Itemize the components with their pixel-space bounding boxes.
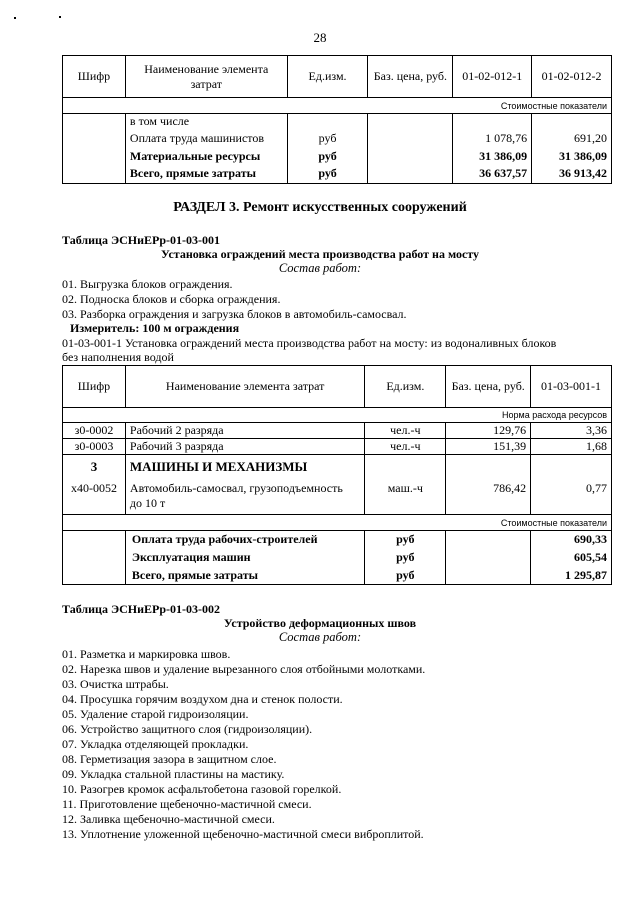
row-price: 129,76 [446, 423, 531, 439]
table-row [63, 455, 612, 515]
group-number: 3 [90, 459, 98, 474]
table-row [63, 165, 612, 183]
cost-indicators-label: Стоимостные показатели [63, 515, 612, 531]
table-row [63, 147, 612, 165]
row-price: 151,39 [446, 439, 531, 455]
work-item: 07. Укладка отделяющей прокладки. [62, 737, 249, 751]
row-value: 3,36 [531, 423, 612, 439]
row-value: 605,54 [531, 549, 612, 567]
row-name: Рабочий 2 разряда [125, 423, 365, 439]
table-row [63, 423, 612, 439]
work-item: 03. Разборка ограждения и загрузка блоков в автомобиль-самосвал. [62, 307, 407, 321]
table-row [63, 439, 612, 455]
header-price: Баз. цена, руб. [368, 56, 453, 98]
description-line: 01-03-001-1 Установка ограждений места производства работ на мосту: из водоналивных блоков [62, 336, 557, 350]
scan-mark [59, 16, 61, 18]
row-value: 1,68 [531, 439, 612, 455]
header-name: Наименование элемента затрат [125, 366, 365, 408]
table-id: Таблица ЭСНиЕРр-01-03-001 [62, 233, 221, 247]
work-item: 08. Герметизация зазора в защитном слое. [62, 752, 277, 766]
work-item: 09. Укладка стальной пластины на мастику. [62, 767, 285, 781]
works-subtitle: Состав работ: [278, 261, 362, 275]
row-name: Оплата труда машинистов [125, 129, 287, 147]
table-row [63, 531, 612, 549]
row-unit: руб [365, 549, 446, 567]
row-unit: чел.-ч [365, 439, 446, 455]
row-name: Материальные ресурсы [125, 147, 287, 165]
table-header-row [63, 56, 612, 98]
row-value: 0,77 [531, 455, 612, 515]
row-name: Автомобиль-самосвал, грузоподъемность [129, 481, 343, 495]
work-item: 06. Устройство защитного слоя (гидроизоляции). [62, 722, 313, 736]
row-unit: чел.-ч [365, 423, 446, 439]
row-value: 36 913,42 [532, 165, 612, 183]
work-item: 05. Удаление старой гидроизоляции. [62, 707, 249, 721]
work-item: 10. Разогрев кромок асфальтобетона газовой горелкой. [62, 782, 342, 796]
work-item: 01. Разметка и маркировка швов. [62, 647, 231, 661]
work-item: 02. Подноска блоков и сборка ограждения. [62, 292, 281, 306]
row-unit: маш.-ч [365, 455, 446, 515]
row-unit: руб [365, 531, 446, 549]
table-header-row [63, 366, 612, 408]
description-line: без наполнения водой [62, 350, 174, 364]
header-name: Наименование элемента затрат [125, 56, 287, 98]
table-row [63, 129, 612, 147]
row-code: з0-0002 [63, 423, 126, 439]
row-value: 690,33 [531, 531, 612, 549]
row-code: з0-0003 [63, 439, 126, 455]
group-name: МАШИНЫ И МЕХАНИЗМЫ [129, 459, 308, 474]
table-row [63, 567, 612, 585]
work-item: 03. Очистка штрабы. [62, 677, 169, 691]
header-col1: 01-02-012-1 [453, 56, 532, 98]
header-code: Шифр [63, 366, 126, 408]
work-item: 01. Выгрузка блоков ограждения. [62, 277, 233, 291]
row-value: 31 386,09 [453, 147, 532, 165]
work-item: 11. Приготовление щебеночно-мастичной смеси. [62, 797, 312, 811]
work-item: 12. Заливка щебеночно-мастичной смеси. [62, 812, 275, 826]
section-title: РАЗДЕЛ 3. Ремонт искусственных сооружений [173, 200, 467, 215]
header-unit: Ед.изм. [365, 366, 446, 408]
meter-label: Измеритель: 100 м ограждения [70, 321, 240, 335]
scan-mark [14, 17, 16, 19]
work-item: 02. Нарезка швов и удаление вырезанного слоя отбойными молотками. [62, 662, 426, 676]
row-value: 31 386,09 [532, 147, 612, 165]
row-name-cont: до 10 т [129, 496, 166, 510]
row-value: 691,20 [532, 129, 612, 147]
header-unit: Ед.изм. [287, 56, 368, 98]
row-unit: руб [365, 567, 446, 585]
table-title: Установка ограждений места производства работ на мосту [160, 247, 480, 261]
row-name: Всего, прямые затраты [125, 165, 287, 183]
work-item: 04. Просушка горячим воздухом дна и стенок полости. [62, 692, 343, 706]
row-value: 1 078,76 [453, 129, 532, 147]
row-value: 1 295,87 [531, 567, 612, 585]
row-unit: руб [287, 129, 368, 147]
table-row [63, 114, 612, 130]
norm-label: Норма расхода ресурсов [63, 408, 612, 423]
table-title: Устройство деформационных швов [223, 616, 417, 630]
table-id: Таблица ЭСНиЕРр-01-03-002 [62, 602, 221, 616]
work-item: 13. Уплотнение уложенной щебеночно-мастичной смеси виброплитой. [62, 827, 424, 841]
row-name: Всего, прямые затраты [125, 567, 365, 585]
header-code: Шифр [63, 56, 126, 98]
row-name: Рабочий 3 разряда [125, 439, 365, 455]
row-code: х40-0052 [70, 481, 117, 495]
row-value: 36 637,57 [453, 165, 532, 183]
row-name: Оплата труда рабочих-строителей [125, 531, 365, 549]
page-number: 28 [313, 30, 327, 45]
row-unit: руб [287, 147, 368, 165]
table-resources-01-03-001 [62, 365, 612, 585]
header-col1: 01-03-001-1 [531, 366, 612, 408]
table-continuation [62, 55, 612, 184]
header-col2: 01-02-012-2 [532, 56, 612, 98]
works-subtitle: Состав работ: [278, 630, 362, 644]
row-unit: руб [287, 165, 368, 183]
row-price: 786,42 [446, 455, 531, 515]
cost-indicators-label: Стоимостные показатели [63, 98, 612, 114]
row-name: Эксплуатация машин [125, 549, 365, 567]
row-name: в том числе [125, 114, 287, 130]
header-price: Баз. цена, руб. [446, 366, 531, 408]
table-row [63, 549, 612, 567]
